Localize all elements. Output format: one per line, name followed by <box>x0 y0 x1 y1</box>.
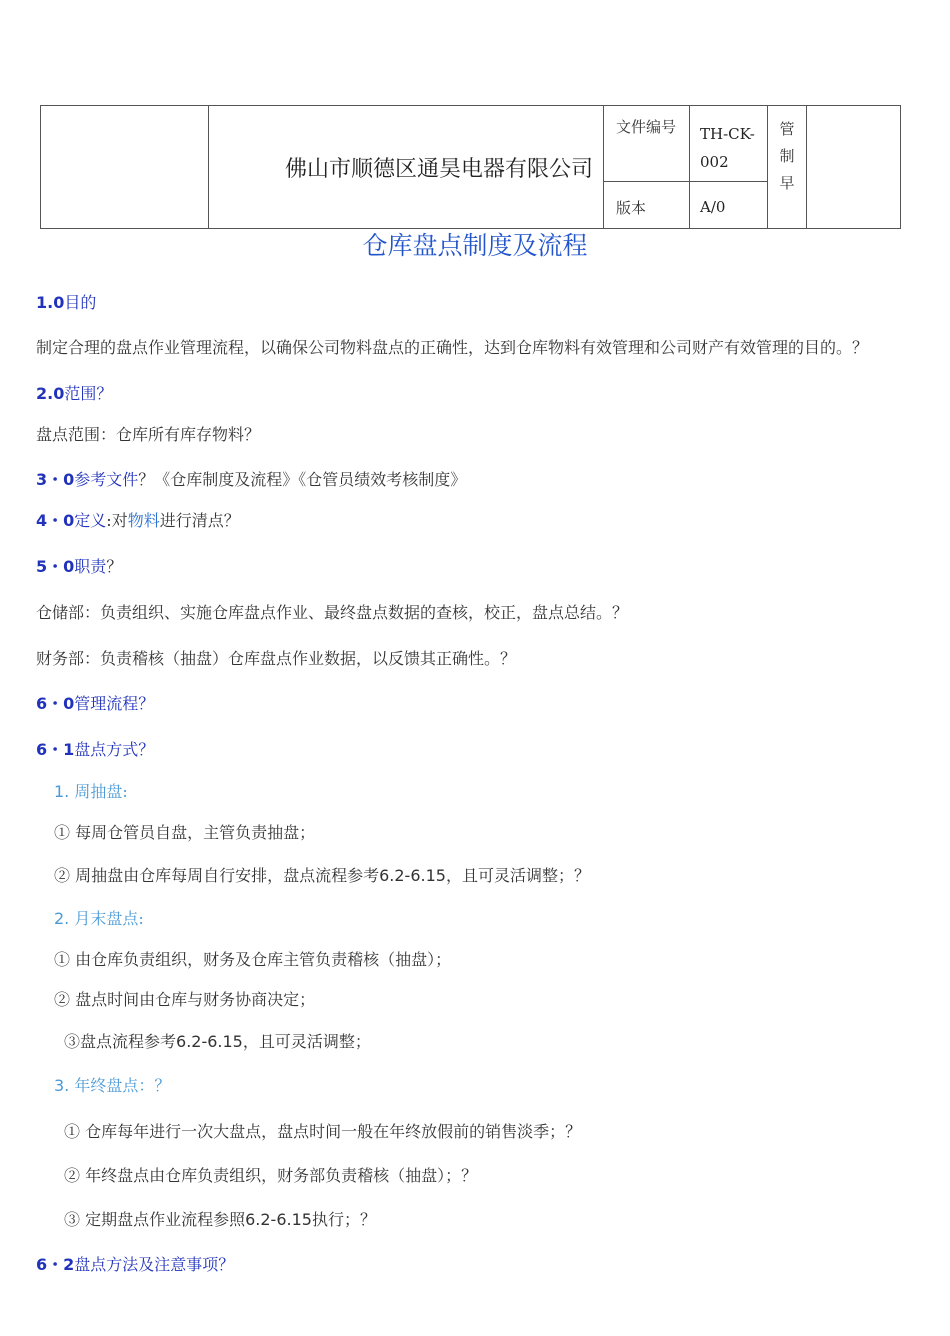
list-item-text: 执行；？ <box>311 1210 376 1229</box>
company-name: 佛山市顺德区通昊电器有限公司 <box>209 106 604 229</box>
section-number: 5・0 <box>36 557 75 576</box>
list-item <box>64 1031 371 1053</box>
section-heading <box>36 292 96 314</box>
section-heading <box>36 556 122 578</box>
list-item-text: ③ 定期盘点作业流程参照 <box>64 1210 246 1229</box>
list-item: ① 每周仓管员自盘，主管负责抽盘； <box>54 823 316 842</box>
paragraph: 制定合理的盘点作业管理流程，以确保公司物料盘点的正确性，达到仓库物料有效管理和公司财产有效管理的目的。？ <box>36 338 869 357</box>
document-header-table <box>40 105 901 229</box>
vertical-char: 管 <box>779 120 795 138</box>
section-heading <box>36 739 154 761</box>
flow-reference: 6.2-6.15 <box>176 1032 243 1051</box>
section-number: 2.0 <box>36 384 65 403</box>
section-label: 参考文件 <box>74 470 139 489</box>
paragraph: 盘点范围：仓库所有库存物料？ <box>36 425 261 444</box>
section-heading <box>36 693 154 715</box>
section-label: 范围 <box>64 384 97 403</box>
doc-number-value: TH-CK-002 <box>690 106 768 182</box>
list-number: 3. <box>54 1076 70 1095</box>
section-number: 6・1 <box>36 740 75 759</box>
paragraph: 财务部：负责稽核（抽盘）仓库盘点作业数据，以反馈其正确性。？ <box>36 649 517 668</box>
list-item: ① 由仓库负责组织，财务及仓库主管负责稽核（抽盘）； <box>54 950 452 969</box>
vertical-label-cell <box>768 106 807 229</box>
section-heading <box>36 510 240 532</box>
section-label: 盘点方式 <box>74 740 139 759</box>
list-item: ② 年终盘点由仓库负责组织，财务部负责稽核（抽盘）；？ <box>64 1166 478 1185</box>
section-number: 4・0 <box>36 511 75 530</box>
blank-cell <box>807 106 901 229</box>
section-label: 盘点方法及注意事项 <box>74 1255 219 1274</box>
question-mark: ？ <box>106 557 123 576</box>
vertical-char: 早 <box>779 174 795 192</box>
subsection-heading <box>54 908 144 930</box>
list-item-text: ② 周抽盘由仓库每周自行安排，盘点流程参考 <box>54 866 380 885</box>
paragraph: 仓储部：负责组织、实施仓库盘点作业、最终盘点数据的查核，校正，盘点总结。？ <box>36 603 629 622</box>
section-heading <box>36 1254 234 1276</box>
subsection-heading <box>54 1075 170 1097</box>
section-label: 目的 <box>64 293 97 312</box>
section-number: 3・0 <box>36 470 75 489</box>
section-number: 6・2 <box>36 1255 75 1274</box>
subsection-label: 月末盘点: <box>74 909 144 928</box>
version-label: 版本 <box>604 182 690 229</box>
subsection-heading <box>54 781 128 803</box>
section-number: 1.0 <box>36 293 65 312</box>
logo-cell <box>41 106 209 229</box>
question-mark: ？ <box>138 694 155 713</box>
list-item <box>64 1209 376 1231</box>
section-number: 6・0 <box>36 694 75 713</box>
list-number: 1. <box>54 782 70 801</box>
section-label: 管理流程 <box>74 694 139 713</box>
section-label: 职责 <box>74 557 107 576</box>
flow-reference: 6.2-6.15 <box>245 1210 312 1229</box>
reference-docs: ？《仓库制度及流程》《仓管员绩效考核制度》 <box>138 470 467 489</box>
doc-number-label: 文件编号 <box>604 106 690 182</box>
list-item-text: ③盘点流程参考 <box>64 1032 177 1051</box>
flow-reference: 6.2-6.15 <box>379 866 446 885</box>
subsection-label: 周抽盘: <box>74 782 128 801</box>
section-heading <box>36 469 466 491</box>
section-heading <box>36 383 112 405</box>
list-number: 2. <box>54 909 70 928</box>
question-mark: ？ <box>96 384 113 403</box>
question-mark: ？ <box>218 1255 235 1274</box>
document-title: 仓库盘点制度及流程 <box>362 231 588 260</box>
list-item: ① 仓库每年进行一次大盘点，盘点时间一般在年终放假前的销售淡季；？ <box>64 1122 582 1141</box>
subsection-label: 年终盘点：？ <box>74 1076 171 1095</box>
section-label: 定义 <box>74 511 107 530</box>
list-item-text: ，且可灵活调整；？ <box>445 866 590 885</box>
list-item-text: ，且可灵活调整； <box>242 1032 371 1051</box>
list-item <box>54 865 590 887</box>
vertical-char: 制 <box>779 147 795 165</box>
definition-text: 进行清点？ <box>159 511 240 530</box>
definition-text: :对 <box>106 511 128 530</box>
question-mark: ？ <box>138 740 155 759</box>
version-value: A/0 <box>690 182 768 229</box>
list-item: ② 盘点时间由仓库与财务协商决定； <box>54 990 316 1009</box>
highlight-term: 物料 <box>127 511 160 530</box>
